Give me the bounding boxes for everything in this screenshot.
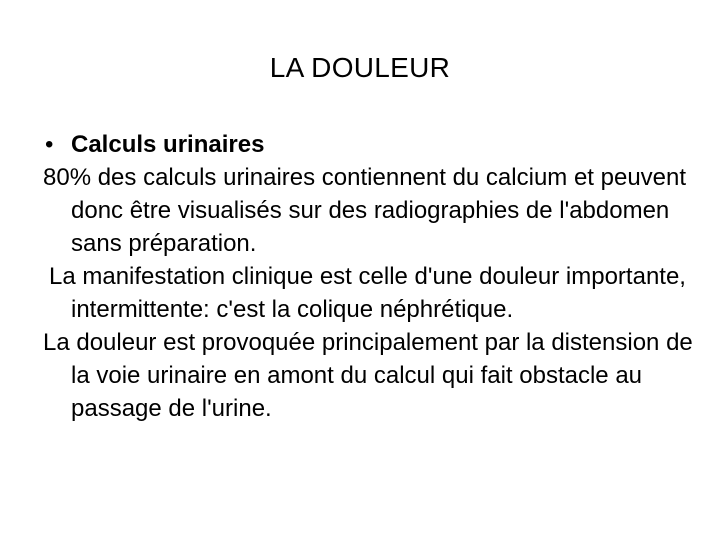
slide-title: LA DOULEUR xyxy=(269,52,451,83)
paragraph-calcium: 80% des calculs urinaires contiennent du calcium et peuvent donc être visualisés sur des radiographies de l'abdomen sans préparation. xyxy=(43,164,687,257)
slide-body xyxy=(43,128,703,425)
paragraph-clinical-manifestation: La manifestation clinique est celle d'une douleur importante, intermittente: c'est la colique néphrétique. xyxy=(49,263,686,323)
bullet-marker: • xyxy=(45,131,54,158)
bullet-heading: Calculs urinaires xyxy=(71,131,265,158)
paragraph-cause: La douleur est provoquée principalement par la distension de la voie urinaire en amont du calcul qui fait obstacle au passage de l'urine. xyxy=(43,329,693,422)
bullet-heading-row xyxy=(43,128,703,161)
